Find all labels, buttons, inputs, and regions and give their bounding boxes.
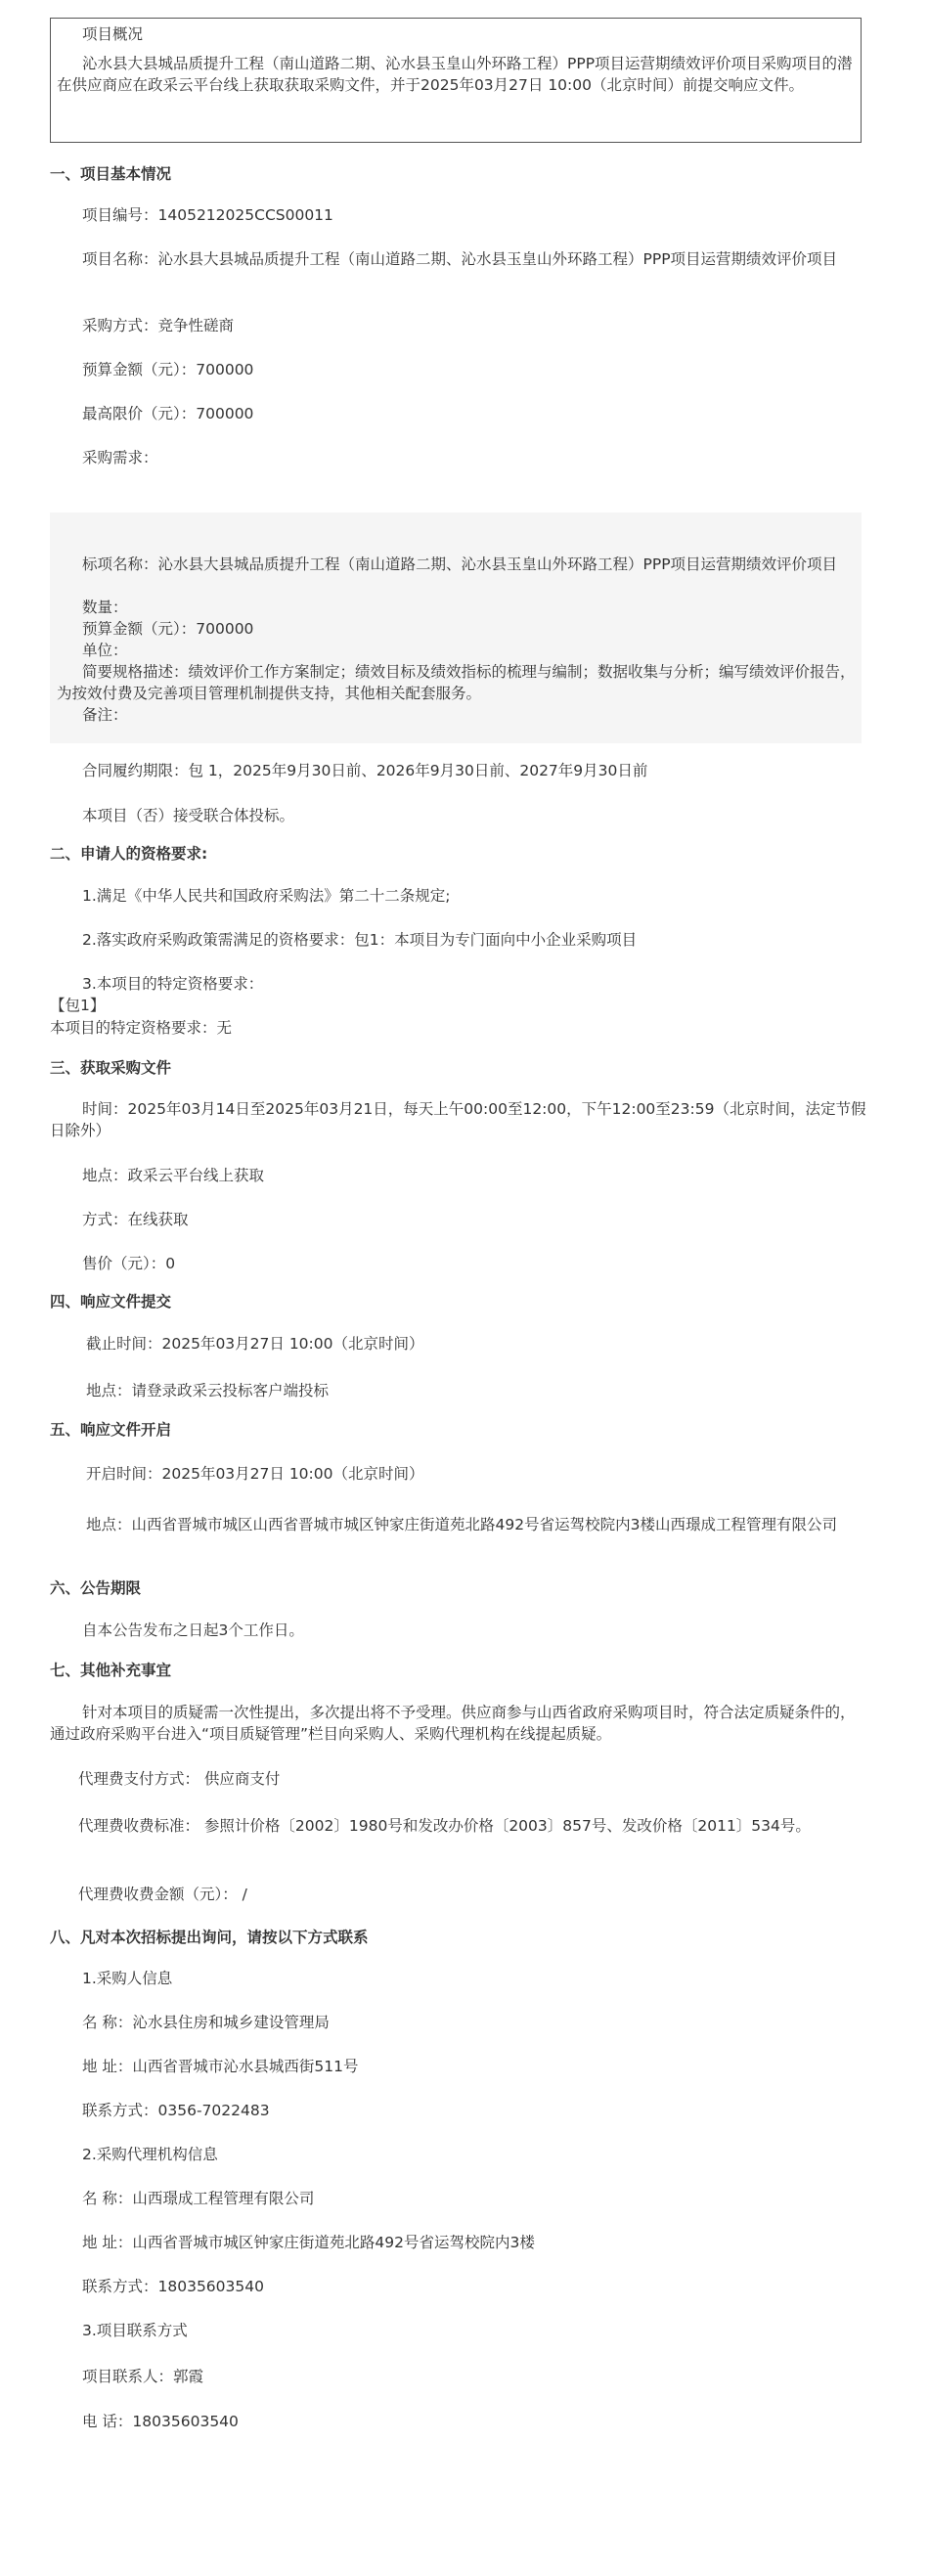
agency-fee-standard: 代理费收费标准： 参照计价格〔2002〕1980号和发改办价格〔2003〕857号、发改价格〔2011〕534号。: [78, 1817, 811, 1835]
other-matters-text: 针对本项目的质疑需一次性提出，多次提出将不予受理。供应商参与山西省政府采购项目时，符合法定质疑条件的，通过政府采购平台进入“项目质疑管理”栏目向采购人、采购代理机构在线提起质疑。: [50, 1704, 856, 1743]
qualification-lot-label: 【包1】: [50, 997, 106, 1014]
get-documents-way: 方式：在线获取: [82, 1211, 189, 1228]
lot-remark: 备注：: [82, 706, 128, 724]
budget-amount: 预算金额（元）：700000: [82, 361, 254, 378]
project-number: 项目编号：1405212025CCS00011: [82, 206, 333, 224]
opening-place: 地点：山西省晋城市城区山西省晋城市城区钟家庄街道苑北路492号省运驾校院内3楼山西璟成工程管理有限公司: [86, 1516, 837, 1533]
qualification-item-3: 3.本项目的特定资格要求：: [82, 975, 264, 993]
lot-unit: 单位：: [82, 642, 128, 659]
contract-period: 合同履约期限：包 1，2025年9月30日前、2026年9月30日前、2027年9月30日前: [82, 762, 648, 779]
project-contact-title: 3.项目联系方式: [82, 2322, 188, 2339]
project-contact-person: 项目联系人：郭霞: [82, 2368, 204, 2385]
agency-fee-payment: 代理费支付方式： 供应商支付: [78, 1770, 281, 1788]
get-documents-price: 售价（元）：0: [82, 1255, 176, 1272]
section-submission-heading: 四、响应文件提交: [50, 1293, 172, 1310]
get-documents-time: 时间：2025年03月14日至2025年03月21日，每天上午00:00至12:00，下午12:00至23:59（北京时间，法定节假日除外）: [50, 1100, 866, 1139]
procurement-demand-label: 采购需求：: [82, 449, 158, 466]
agency-fee-amount: 代理费收费金额（元）： /: [78, 1886, 247, 1903]
submission-deadline: 截止时间：2025年03月27日 10:00（北京时间）: [86, 1335, 424, 1353]
lot-quantity: 数量：: [82, 599, 128, 616]
purchaser-name: 名 称：沁水县住房和城乡建设管理局: [82, 2014, 330, 2031]
section-get-documents-heading: 三、获取采购文件: [50, 1059, 172, 1077]
section-other-matters-heading: 七、其他补充事宜: [50, 1662, 172, 1679]
section-contact-heading: 八、凡对本次招标提出询问，请按以下方式联系: [50, 1929, 369, 1946]
qualification-item-2: 2.落实政府采购政策需满足的资格要求：包1：本项目为专门面向中小企业采购项目: [82, 931, 638, 949]
section-opening-heading: 五、响应文件开启: [50, 1421, 172, 1439]
lot-spec: 简要规格描述：绩效评价工作方案制定；绩效目标及绩效指标的梳理与编制；数据收集与分析；编写绩效评价报告，为按效付费及完善项目管理机制提供支持，其他相关配套服务。: [57, 663, 856, 702]
overview-title: 项目概况: [82, 25, 144, 43]
section-basic-info-heading: 一、项目基本情况: [50, 165, 172, 183]
section-notice-period-heading: 六、公告期限: [50, 1579, 142, 1597]
submission-place: 地点：请登录政采云投标客户端投标: [86, 1382, 330, 1399]
lot-budget: 预算金额（元）：700000: [82, 620, 254, 638]
qualification-item-1: 1.满足《中华人民共和国政府采购法》第二十二条规定;: [82, 887, 451, 905]
agency-phone: 联系方式：18035603540: [82, 2278, 264, 2295]
agency-info-title: 2.采购代理机构信息: [82, 2146, 218, 2163]
get-documents-place: 地点：政采云平台线上获取: [82, 1167, 265, 1184]
agency-name: 名 称：山西璟成工程管理有限公司: [82, 2190, 315, 2207]
procurement-method: 采购方式：竞争性磋商: [82, 317, 235, 334]
overview-text: 沁水县大县城品质提升工程（南山道路二期、沁水县玉皇山外环路工程）PPP项目运营期绩效评价项目采购项目的潜在供应商应在政采云平台线上获取获取采购文件，并于2025年03月27日 10:00（北京时间）前提交响应文件。: [57, 55, 853, 94]
consortium-note: 本项目（否）接受联合体投标。: [82, 807, 295, 824]
purchaser-address: 地 址：山西省晋城市沁水县城西街511号: [82, 2058, 359, 2075]
max-price: 最高限价（元）：700000: [82, 405, 254, 422]
lot-name: 标项名称：沁水县大县城品质提升工程（南山道路二期、沁水县玉皇山外环路工程）PPP项目运营期绩效评价项目: [82, 555, 838, 573]
notice-period-text: 自本公告发布之日起3个工作日。: [82, 1621, 304, 1639]
qualification-specific: 本项目的特定资格要求：无: [50, 1019, 233, 1037]
purchaser-info-title: 1.采购人信息: [82, 1970, 173, 1987]
project-contact-phone: 电 话：18035603540: [82, 2413, 239, 2430]
purchaser-phone: 联系方式：0356-7022483: [82, 2102, 270, 2119]
section-qualification-heading: 二、申请人的资格要求:: [50, 845, 208, 863]
opening-time: 开启时间：2025年03月27日 10:00（北京时间）: [86, 1465, 424, 1483]
project-name: 项目名称：沁水县大县城品质提升工程（南山道路二期、沁水县玉皇山外环路工程）PPP项目运营期绩效评价项目: [82, 250, 838, 268]
agency-address: 地 址：山西省晋城市城区钟家庄街道苑北路492号省运驾校院内3楼: [82, 2234, 535, 2251]
